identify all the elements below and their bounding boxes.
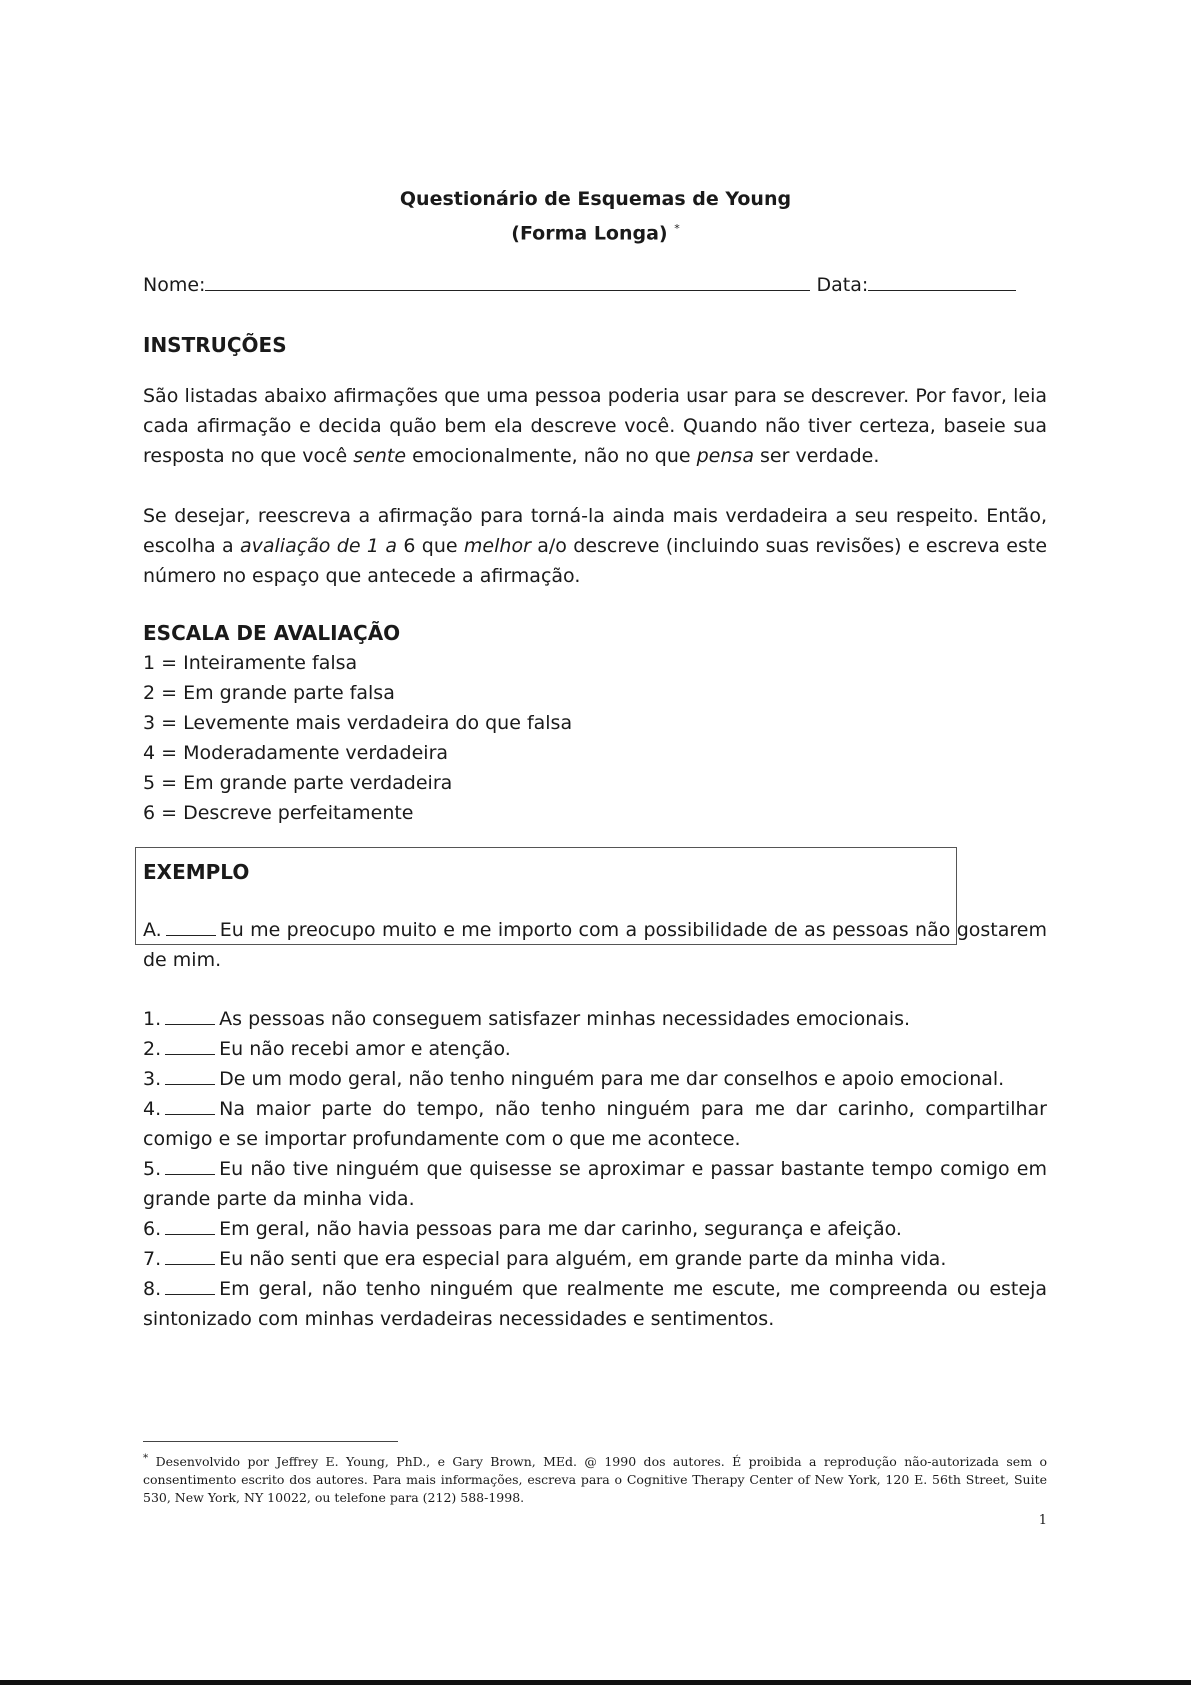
answer-blank[interactable] — [165, 1158, 215, 1175]
footnote: * Desenvolvido por Jeffrey E. Young, PhD., e Gary Brown, MEd. @ 1990 dos autores. É proibida a reprodução não-autorizada sem o consentimento escrito dos autores. Para mais informações, escreva para o Cognitive Therapy Center of New York, 120 E. 56th Street, Suite 530, New York, NY 10022, ou telefone para (212) 588-1998. — [143, 1452, 1047, 1506]
page-title: Questionário de Esquemas de Young — [399, 188, 792, 210]
answer-blank[interactable] — [165, 1218, 215, 1235]
footnote-ref: * — [674, 222, 680, 235]
date-label: Data: — [816, 274, 869, 296]
name-label: Nome: — [143, 274, 206, 296]
question-item: 5. Eu não tive ninguém que quisesse se aproximar e passar bastante tempo comigo em grande parte da minha vida. — [143, 1158, 1047, 1210]
answer-blank[interactable] — [165, 1038, 215, 1055]
scale-heading: ESCALA DE AVALIAÇÃO — [143, 621, 401, 645]
instructions-paragraph-2: Se desejar, reescreva a afirmação para torná-la ainda mais verdadeira a seu respeito. Então, escolha a avaliação de 1 a 6 que melhor a/o descreve (incluindo suas revisões) e escreva este número no espaço que antecede a afirmação. — [143, 505, 1048, 587]
question-item: 3. De um modo geral, não tenho ninguém para me dar conselhos e apoio emocional. — [143, 1068, 1005, 1090]
page-subtitle: (Forma Longa) * — [511, 222, 680, 245]
footnote-divider — [143, 1441, 398, 1442]
page-number: 1 — [1038, 1513, 1047, 1528]
answer-blank[interactable] — [165, 1278, 215, 1295]
answer-blank[interactable] — [165, 1068, 215, 1085]
question-item: 7. Eu não senti que era especial para alguém, em grande parte da minha vida. — [143, 1248, 947, 1270]
question-item: 6. Em geral, não havia pessoas para me dar carinho, segurança e afeição. — [143, 1218, 902, 1240]
date-blank[interactable] — [868, 272, 1016, 291]
name-date-line — [143, 272, 1043, 298]
answer-blank[interactable] — [165, 1008, 215, 1025]
example-heading: EXEMPLO — [143, 860, 250, 884]
scale-item: 3 = Levemente mais verdadeira do que falsa — [143, 712, 573, 734]
scale-item: 6 = Descreve perfeitamente — [143, 802, 414, 824]
rating-scale-list — [143, 648, 572, 828]
question-item: 1. As pessoas não conseguem satisfazer minhas necessidades emocionais. — [143, 1008, 911, 1030]
instructions-paragraph-1: São listadas abaixo afirmações que uma pessoa poderia usar para se descrever. Por favor, leia cada afirmação e decida quão bem ela descreve você. Quando não tiver certeza, baseie sua resposta no que você sente emocionalmente, não no que pensa ser verdade. — [143, 385, 1047, 467]
page-bottom-border — [0, 1680, 1191, 1685]
question-item: 8. Em geral, não tenho ninguém que realmente me escute, me compreenda ou esteja sintonizado com minhas verdadeiras necessidades e sentimentos. — [143, 1278, 1047, 1330]
title-block — [0, 184, 1191, 248]
name-blank[interactable] — [205, 272, 810, 291]
instructions-heading: INSTRUÇÕES — [143, 333, 287, 357]
scale-item: 2 = Em grande parte falsa — [143, 682, 395, 704]
scale-item: 4 = Moderadamente verdadeira — [143, 742, 449, 764]
answer-blank[interactable] — [166, 919, 216, 936]
example-item: A. Eu me preocupo muito e me importo com a possibilidade de as pessoas não gostarem de mim. — [143, 919, 1047, 971]
answer-blank[interactable] — [165, 1098, 215, 1115]
question-item: 4. Na maior parte do tempo, não tenho ninguém para me dar carinho, compartilhar comigo e se importar profundamente com o que me acontece. — [143, 1098, 1047, 1150]
question-list — [143, 1004, 1047, 1334]
question-item: 2. Eu não recebi amor e atenção. — [143, 1038, 511, 1060]
scale-item: 1 = Inteiramente falsa — [143, 652, 358, 674]
scale-item: 5 = Em grande parte verdadeira — [143, 772, 453, 794]
answer-blank[interactable] — [165, 1248, 215, 1265]
